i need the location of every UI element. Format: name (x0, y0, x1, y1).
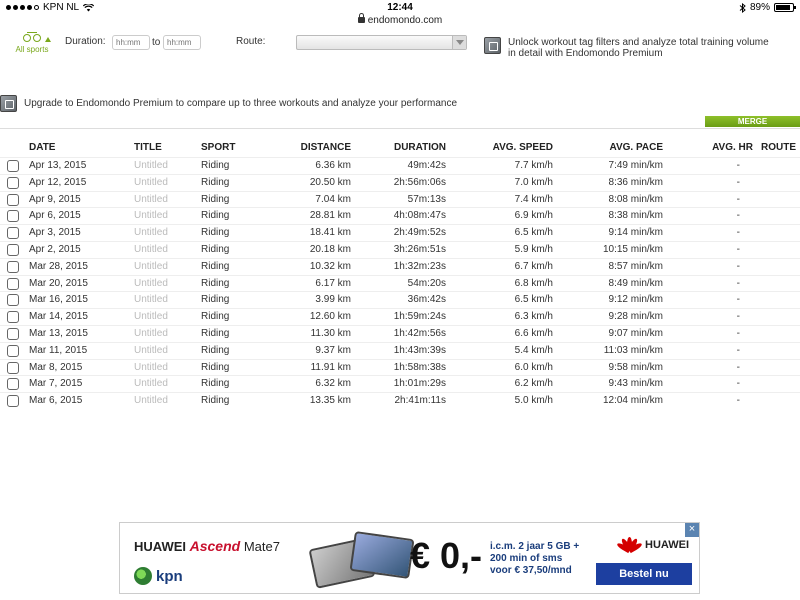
row-duration: 3h:26m:51s (393, 243, 446, 255)
header-title[interactable]: TITLE (134, 142, 162, 153)
row-hr: - (736, 311, 740, 323)
row-hr: - (736, 227, 740, 239)
row-title[interactable]: Untitled (134, 311, 168, 323)
unlock-premium-text[interactable]: Unlock workout tag filters and analyze total training volume in detail with Endomondo Premium (508, 37, 769, 59)
table-row[interactable] (0, 174, 800, 191)
row-duration: 1h:32m:23s (393, 260, 446, 272)
row-checkbox[interactable] (7, 210, 19, 222)
row-title[interactable]: Untitled (134, 243, 168, 255)
duration-to-input[interactable] (163, 35, 201, 50)
upgrade-text[interactable]: Upgrade to Endomondo Premium to compare up to three workouts and analyze your performance (24, 98, 458, 109)
premium-icon[interactable] (484, 37, 501, 54)
row-date[interactable]: Mar 11, 2015 (29, 344, 88, 356)
row-sport: Riding (201, 210, 230, 222)
row-speed: 7.0 km/h (514, 176, 553, 188)
row-duration: 1h:01m:29s (393, 378, 446, 390)
row-checkbox[interactable] (7, 177, 19, 189)
ad-brand-huawei: HUAWEI (134, 539, 186, 554)
clock: 12:44 (387, 2, 413, 13)
row-speed: 6.8 km/h (514, 277, 553, 289)
row-duration: 36m:42s (407, 294, 446, 306)
kpn-logo-icon (134, 567, 152, 585)
ad-deal-line: i.c.m. 2 jaar 5 GB + (490, 541, 580, 552)
row-checkbox[interactable] (7, 294, 19, 306)
status-right-group (739, 2, 794, 13)
row-distance: 9.37 km (315, 344, 351, 356)
row-date[interactable]: Apr 9, 2015 (29, 193, 81, 205)
row-title[interactable]: Untitled (134, 260, 168, 272)
row-speed: 6.7 km/h (514, 260, 553, 272)
ad-deal (490, 541, 590, 577)
row-duration: 2h:41m:11s (394, 395, 446, 407)
row-pace: 8:08 min/km (608, 193, 663, 205)
bike-icon (23, 30, 41, 42)
header-hr[interactable]: AVG. HR (712, 142, 753, 153)
header-pace[interactable]: AVG. PACE (609, 142, 663, 153)
row-date[interactable]: Mar 28, 2015 (29, 260, 88, 272)
row-title[interactable]: Untitled (134, 344, 168, 356)
row-date[interactable]: Mar 16, 2015 (29, 294, 88, 306)
kpn-text: kpn (156, 567, 183, 585)
row-speed: 6.5 km/h (514, 227, 553, 239)
lock-icon (358, 17, 365, 23)
row-date[interactable]: Mar 20, 2015 (29, 277, 88, 289)
row-date[interactable]: Apr 6, 2015 (29, 210, 81, 222)
row-title[interactable]: Untitled (134, 193, 168, 205)
row-checkbox[interactable] (7, 311, 19, 323)
row-hr: - (736, 160, 740, 171)
row-sport: Riding (201, 277, 230, 289)
row-date[interactable]: Apr 3, 2015 (29, 227, 81, 239)
row-title[interactable]: Untitled (134, 227, 168, 239)
row-sport: Riding (201, 176, 230, 188)
table-row[interactable] (0, 191, 800, 208)
row-checkbox[interactable] (7, 378, 19, 390)
row-sport: Riding (201, 260, 230, 272)
route-label: Route: (236, 36, 266, 47)
row-hr: - (736, 327, 740, 339)
row-duration: 49m:42s (407, 160, 446, 171)
table-row[interactable] (0, 392, 800, 409)
row-title[interactable]: Untitled (134, 160, 168, 171)
row-speed: 6.3 km/h (514, 311, 553, 323)
row-checkbox[interactable] (7, 244, 19, 256)
row-pace: 9:14 min/km (608, 227, 663, 239)
chevron-down-icon (452, 36, 466, 49)
row-distance: 7.04 km (315, 193, 351, 205)
duration-label: Duration: (65, 36, 106, 47)
row-distance: 20.18 km (309, 243, 351, 255)
row-title[interactable]: Untitled (134, 327, 168, 339)
row-distance: 6.36 km (315, 160, 351, 171)
table-row[interactable] (0, 224, 800, 241)
row-duration: 1h:59m:24s (393, 311, 446, 323)
row-distance: 6.32 km (315, 378, 351, 390)
row-title[interactable]: Untitled (134, 277, 168, 289)
row-sport: Riding (201, 344, 230, 356)
table-row[interactable] (0, 258, 800, 275)
row-hr: - (736, 210, 740, 222)
row-pace: 8:36 min/km (608, 176, 663, 188)
table-body (0, 157, 800, 409)
table-row[interactable] (0, 291, 800, 308)
row-pace: 9:12 min/km (608, 294, 663, 306)
ad-price: € 0,- (410, 535, 483, 576)
row-date[interactable]: Apr 12, 2015 (29, 176, 87, 188)
url-bar[interactable] (0, 15, 800, 29)
duration-separator: to (152, 37, 161, 48)
battery-level (776, 5, 790, 10)
row-duration: 2h:49m:52s (393, 227, 446, 239)
row-duration: 2h:56m:06s (393, 176, 446, 188)
row-checkbox[interactable] (7, 261, 19, 273)
row-distance: 28.81 km (309, 210, 351, 222)
header-speed[interactable]: AVG. SPEED (492, 142, 553, 153)
row-speed: 6.2 km/h (514, 378, 553, 390)
row-speed: 7.4 km/h (514, 193, 553, 205)
row-hr: - (736, 344, 740, 356)
row-date[interactable]: Mar 6, 2015 (29, 395, 83, 407)
phone-image (312, 531, 422, 587)
row-title[interactable]: Untitled (134, 378, 168, 390)
row-date[interactable]: Mar 8, 2015 (29, 361, 83, 373)
row-pace: 9:07 min/km (608, 327, 663, 339)
row-duration: 1h:58m:38s (393, 361, 446, 373)
row-duration: 1h:42m:56s (393, 327, 446, 339)
row-sport: Riding (201, 395, 230, 407)
row-hr: - (736, 361, 740, 373)
row-sport: Riding (201, 327, 230, 339)
premium-icon[interactable] (0, 95, 17, 112)
row-pace: 9:43 min/km (608, 378, 663, 390)
ios-status-bar (0, 0, 800, 16)
table-row[interactable] (0, 359, 800, 376)
row-speed: 5.0 km/h (514, 395, 553, 407)
battery-percent: 89% (749, 2, 770, 13)
row-speed: 6.0 km/h (514, 361, 553, 373)
table-row[interactable] (0, 325, 800, 342)
header-distance[interactable]: DISTANCE (300, 142, 351, 153)
row-checkbox[interactable] (7, 362, 19, 374)
row-title[interactable]: Untitled (134, 210, 168, 222)
row-duration: 4h:08m:47s (393, 210, 446, 222)
row-speed: 6.9 km/h (514, 210, 553, 222)
row-date[interactable]: Mar 7, 2015 (29, 378, 83, 390)
workouts-table (0, 128, 800, 409)
row-distance: 18.41 km (309, 227, 351, 239)
carrier-label: KPN NL (43, 2, 80, 13)
row-pace: 11:03 min/km (603, 344, 663, 356)
row-sport: Riding (201, 160, 230, 171)
header-sport[interactable]: SPORT (201, 142, 236, 153)
row-pace: 9:58 min/km (608, 361, 663, 373)
table-row[interactable] (0, 375, 800, 392)
row-checkbox[interactable] (7, 328, 19, 340)
ad-deal-line: 200 min of sms (490, 553, 563, 564)
row-distance: 11.30 km (310, 327, 351, 339)
row-pace: 8:49 min/km (608, 277, 663, 289)
row-sport: Riding (201, 243, 230, 255)
url-text: endomondo.com (367, 15, 443, 26)
row-title[interactable]: Untitled (134, 294, 168, 306)
row-speed: 7.7 km/h (514, 160, 553, 171)
row-distance: 10.32 km (309, 260, 351, 272)
row-sport: Riding (201, 193, 230, 205)
ad-brand-model: Mate7 (243, 539, 280, 554)
row-distance: 20.50 km (309, 176, 351, 188)
row-pace: 7:49 min/km (608, 160, 663, 171)
ad-brand (134, 538, 280, 554)
row-hr: - (736, 193, 740, 205)
row-duration: 57m:13s (407, 193, 446, 205)
row-checkbox[interactable] (7, 160, 19, 172)
sport-filter-label: All sports (15, 45, 49, 54)
row-hr: - (736, 378, 740, 390)
row-distance: 12.60 km (309, 311, 351, 323)
row-checkbox[interactable] (7, 227, 19, 239)
table-row[interactable] (0, 157, 800, 174)
row-hr: - (736, 277, 740, 289)
table-row[interactable] (0, 342, 800, 359)
row-hr: - (736, 395, 740, 407)
sport-filter[interactable] (10, 30, 54, 54)
table-row[interactable] (0, 241, 800, 258)
row-hr: - (736, 243, 740, 255)
row-speed: 5.9 km/h (514, 243, 553, 255)
row-title[interactable]: Untitled (134, 176, 168, 188)
ad-deal-line: voor € 37,50/mnd (490, 565, 572, 576)
merge-button[interactable]: MERGE (705, 116, 800, 127)
row-checkbox[interactable] (7, 278, 19, 290)
header-route[interactable]: ROUTE (761, 142, 796, 153)
row-pace: 8:38 min/km (608, 210, 663, 222)
row-duration: 1h:43m:39s (393, 344, 446, 356)
table-row[interactable] (0, 275, 800, 292)
ad-banner[interactable] (119, 522, 700, 594)
row-hr: - (736, 176, 740, 188)
row-sport: Riding (201, 361, 230, 373)
row-pace: 9:28 min/km (608, 311, 663, 323)
row-date[interactable]: Mar 14, 2015 (29, 311, 88, 323)
caret-up-icon[interactable] (45, 37, 51, 42)
filter-bar (0, 30, 800, 90)
upgrade-banner (0, 95, 800, 115)
duration-from-input[interactable] (112, 35, 150, 50)
row-pace: 12:04 min/km (602, 395, 663, 407)
row-distance: 13.35 km (309, 395, 351, 407)
route-select[interactable] (296, 35, 467, 50)
row-date[interactable]: Apr 2, 2015 (29, 243, 81, 255)
row-checkbox[interactable] (7, 395, 19, 407)
header-date[interactable]: DATE (29, 142, 56, 153)
row-checkbox[interactable] (7, 345, 19, 357)
close-icon[interactable]: × (685, 523, 699, 537)
table-row[interactable] (0, 308, 800, 325)
row-hr: - (736, 260, 740, 272)
bluetooth-icon (739, 3, 746, 13)
row-speed: 6.6 km/h (514, 327, 553, 339)
row-speed: 5.4 km/h (514, 344, 553, 356)
table-header (0, 129, 800, 157)
ad-brand-ascend: Ascend (189, 538, 241, 554)
row-title[interactable]: Untitled (134, 395, 168, 407)
row-title[interactable]: Untitled (134, 361, 168, 373)
ad-brand-right: HUAWEI (645, 539, 689, 551)
row-sport: Riding (201, 227, 230, 239)
row-hr: - (736, 294, 740, 306)
huawei-logo-icon (619, 537, 641, 553)
row-date[interactable]: Mar 13, 2015 (29, 327, 88, 339)
row-checkbox[interactable] (7, 194, 19, 206)
row-speed: 6.5 km/h (514, 294, 553, 306)
header-duration[interactable]: DURATION (393, 142, 446, 153)
order-now-button[interactable]: Bestel nu (596, 563, 692, 585)
kpn-brand (134, 567, 183, 585)
table-row[interactable] (0, 207, 800, 224)
row-distance: 6.17 km (315, 277, 351, 289)
row-sport: Riding (201, 311, 230, 323)
row-date[interactable]: Apr 13, 2015 (29, 160, 87, 171)
row-pace: 8:57 min/km (608, 260, 663, 272)
row-distance: 3.99 km (315, 294, 351, 306)
row-duration: 54m:20s (407, 277, 446, 289)
battery-icon (774, 3, 794, 12)
row-sport: Riding (201, 378, 230, 390)
row-sport: Riding (201, 294, 230, 306)
row-distance: 11.91 km (310, 361, 351, 373)
row-pace: 10:15 min/km (602, 243, 663, 255)
